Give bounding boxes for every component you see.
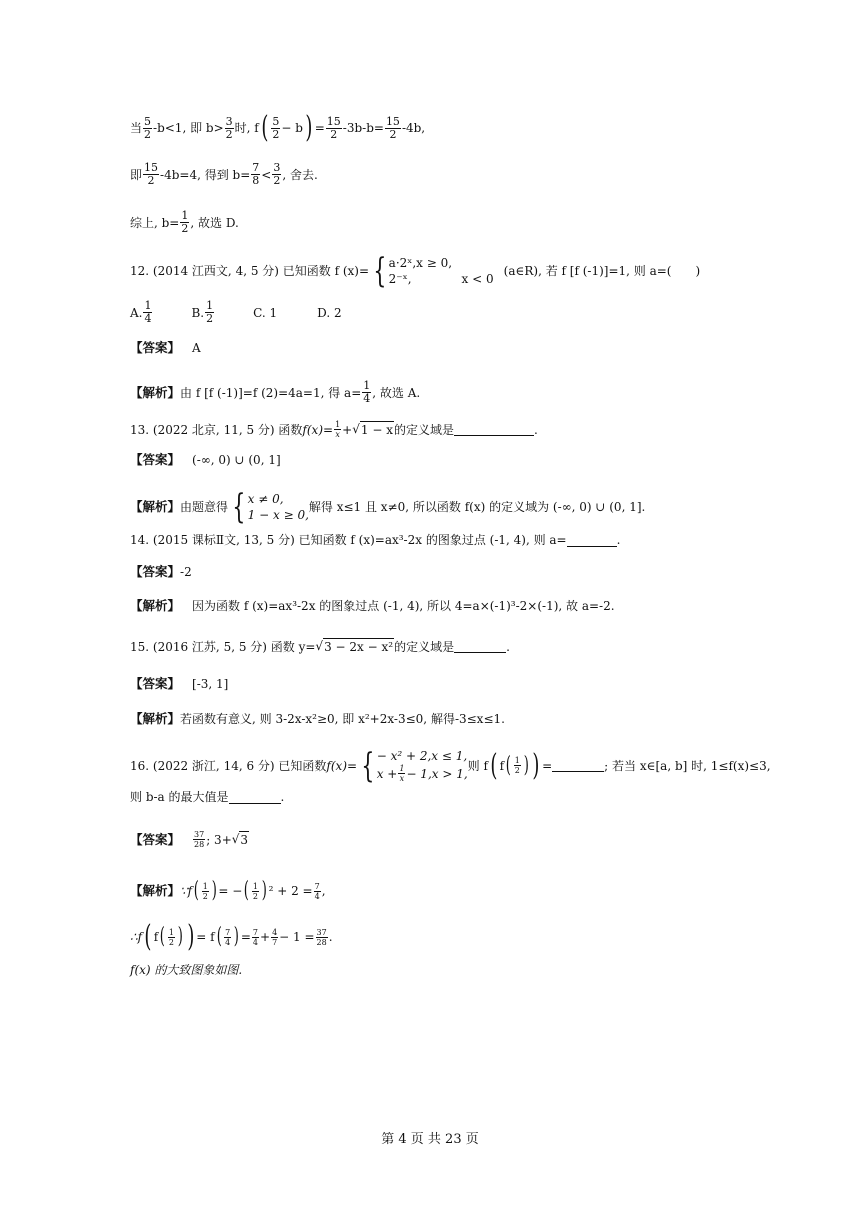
fraction: [193, 830, 205, 849]
text: -3b-b=: [342, 121, 384, 135]
question-14-answer: [130, 564, 192, 580]
question-16-answer: [130, 830, 249, 849]
answer-label: 【答案】: [130, 452, 181, 467]
question-13-analysis: [130, 487, 646, 527]
question-text: 16. (2022 浙江, 14, 6 分) 已知函数: [130, 758, 327, 773]
text: +: [342, 422, 353, 437]
analysis-text: 因为函数 f (x)=ax³-2x 的图象过点 (-1, 4), 所以 4=a×(-1)³-2×(-1), 故 a=-2.: [192, 599, 615, 613]
radicand: 1 − x: [360, 423, 393, 437]
radicand: 3 − 2x − x²: [324, 640, 394, 654]
denominator: 2: [330, 127, 338, 141]
answer-value: ; 3+: [206, 832, 232, 847]
denominator: 2: [273, 174, 281, 187]
case-2-cond: − 1,x > 1,: [406, 766, 468, 781]
fraction: [385, 116, 401, 141]
fraction: [514, 756, 521, 775]
fraction: [316, 928, 328, 947]
answer-value: A: [192, 341, 201, 355]
case-1: x ≠ 0,: [247, 492, 284, 506]
option-b-label: B.: [191, 305, 205, 320]
denominator: 2: [389, 127, 397, 141]
question-text: 12. (2014 江西文, 4, 5 分) 已知函数 f (x)=: [130, 264, 370, 278]
text: -b<1, 即 b>: [153, 121, 224, 135]
text: = −: [218, 884, 243, 898]
numerator: 3: [273, 161, 281, 174]
question-text: 13. (2022 北京, 11, 5 分) 函数: [130, 422, 303, 437]
fraction: [252, 928, 259, 947]
denominator: 28: [194, 840, 205, 849]
question-16: [130, 745, 771, 786]
denominator: x: [335, 430, 340, 439]
question-12-answer: [130, 340, 201, 356]
answer-blank[interactable]: [454, 640, 506, 653]
answer-label: 【答案】: [130, 564, 181, 579]
case-2-cond: x < 0: [461, 272, 494, 286]
fraction: [334, 420, 341, 439]
text: ∵f: [180, 884, 193, 898]
piecewise-function: { a·2ˣ,x ≥ 0, 2⁻ˣ, x < 0: [373, 251, 494, 291]
fraction: [224, 928, 231, 947]
case-1: − x² + 2,x ≤ 1,: [376, 749, 468, 763]
question-12-analysis: [130, 380, 420, 405]
denominator: 8: [252, 174, 260, 187]
numerator: 5: [272, 114, 280, 128]
square-root: √ 3 − 2x − x²: [315, 639, 394, 654]
text: 则 f: [467, 758, 488, 773]
question-14-analysis: [130, 598, 615, 614]
function-name: f(x)=: [326, 758, 358, 773]
denominator: 2: [225, 127, 233, 141]
answer-label: 【答案】: [130, 676, 181, 691]
case-2: 1 − x ≥ 0,: [247, 508, 309, 522]
numerator: 7: [252, 927, 258, 937]
question-16-analysis-2: ∴f ( f ( $\frac{1}{2}$ ) ) = f ( $\frac{7}{4}$ ) = $\frac{7}{4}$ + $\frac{4}{7}$ − 1 = $\frac{37}{28}$ .: [130, 919, 333, 954]
denominator: 4: [252, 937, 258, 947]
numerator: 5: [144, 114, 152, 128]
question-text: ; 若当 x∈[a, b] 时, 1≤f(x)≤3,: [604, 758, 771, 773]
numerator: 15: [385, 114, 400, 128]
question-16-analysis-1: 【解析】 ∵f ( $\frac{1}{2}$ ) = − ( $\frac{1}{2}$ ) ² + 2 = $\frac{7}{4}$ ,: [130, 878, 326, 903]
question-text: 则 b-a 的最大值是: [130, 790, 229, 804]
piecewise-function: { − x² + 2,x ≤ 1, x + $\frac{1}{x}$ − 1,x > 1,: [361, 745, 468, 786]
text: +: [260, 930, 271, 944]
text: -4b,: [401, 121, 426, 135]
fraction: [272, 162, 281, 187]
fraction: [314, 882, 321, 901]
question-16-line-2: 则 b-a 的最大值是 .: [130, 790, 285, 804]
answer-value: (-∞, 0) ∪ (0, 1]: [192, 453, 281, 467]
numerator: 1: [399, 764, 405, 773]
text: − 1 =: [279, 930, 315, 944]
fraction: [326, 116, 342, 141]
question-text: 的定义域是: [394, 639, 455, 654]
question-13-answer: [130, 452, 281, 468]
text: .: [328, 930, 333, 944]
numerator: 1: [252, 881, 258, 891]
fraction: [168, 928, 175, 947]
numerator: 7: [314, 881, 320, 891]
option-d: D. 2: [317, 305, 342, 320]
analysis-label: 【解析】: [130, 499, 181, 514]
function-name: f(x)=: [302, 422, 334, 437]
analysis-label: 【解析】: [130, 883, 181, 898]
denominator: 4: [314, 891, 320, 901]
analysis-text: 由 f [f (-1)]=f (2)=4a=1, 得 a=: [180, 385, 362, 400]
denominator: 28: [316, 937, 327, 947]
analysis-label: 【解析】: [130, 384, 181, 400]
option-a-value: [143, 300, 152, 325]
text: =: [542, 758, 553, 773]
text: =: [240, 930, 251, 944]
question-text: 14. (2015 课标Ⅱ文, 13, 5 分) 已知函数 f (x)=ax³-2x 的图象过点 (-1, 4), 则 a=: [130, 533, 567, 547]
fraction: [143, 162, 159, 187]
question-text: 的定义域是: [393, 422, 454, 437]
text: .: [616, 533, 621, 547]
fraction: [271, 928, 278, 947]
solution-line-3: [130, 210, 239, 235]
analysis-text: , 故选 A.: [372, 385, 421, 400]
analysis-text: f(x) 的大致图象如图.: [130, 963, 243, 977]
analysis-text: 解得 x≤1 且 x≠0, 所以函数 f(x) 的定义域为 (-∞, 0) ∪ (0, 1].: [308, 500, 646, 514]
numerator: 1: [206, 299, 214, 312]
answer-blank[interactable]: [567, 534, 617, 547]
answer-blank-2[interactable]: [229, 791, 281, 804]
answer-label: 【答案】: [130, 340, 181, 355]
numerator: 1: [335, 420, 341, 429]
text: 即: [130, 167, 143, 182]
answer-value: -2: [180, 565, 192, 579]
case-2-expr: x +: [376, 766, 398, 781]
denominator: 2: [181, 222, 189, 235]
option-c: C. 1: [253, 305, 278, 320]
inequality-system: { x ≠ 0, 1 − x ≥ 0,: [232, 487, 309, 527]
question-text: (a∈R), 若 f [f (-1)]=1, 则 a=( ): [503, 264, 701, 278]
text: ∴f: [130, 930, 143, 944]
case-1: a·2ˣ,x ≥ 0,: [388, 256, 453, 270]
fraction: [143, 116, 152, 141]
denominator: 2: [147, 174, 155, 187]
question-15: 15. (2016 江苏, 5, 5 分) 函数 y= √ 3 − 2x − x² 的定义域是 .: [130, 639, 510, 654]
text: 综上, b=: [130, 215, 180, 230]
fraction: [362, 380, 371, 405]
numerator: 7: [252, 161, 260, 174]
denominator: x: [399, 774, 405, 783]
text: 时, f: [234, 121, 259, 135]
analysis-label: 【解析】: [130, 598, 181, 613]
question-16-analysis-3: [130, 962, 242, 978]
analysis-label: 【解析】: [130, 711, 181, 726]
analysis-text: 若函数有意义, 则 3-2x-x²≥0, 即 x²+2x-3≤0, 解得-3≤x≤1.: [180, 712, 505, 726]
numerator: 15: [144, 161, 159, 174]
text: , 舍去.: [282, 167, 318, 182]
analysis-text: 由题意得: [180, 500, 229, 514]
answer-label: 【答案】: [130, 831, 181, 847]
fraction: [251, 162, 260, 187]
numerator: 3: [225, 114, 233, 128]
text: 当: [130, 121, 143, 135]
question-14: [130, 532, 620, 548]
numerator: 1: [363, 379, 371, 392]
numerator: 1: [514, 756, 520, 765]
answer-blank[interactable]: [454, 423, 534, 436]
text: =: [314, 121, 325, 135]
radicand: 3: [240, 833, 249, 847]
numerator: 37: [316, 927, 327, 937]
text: <: [261, 167, 272, 182]
square-root: √ 3: [231, 832, 249, 847]
denominator: 2: [514, 766, 520, 775]
fraction: [180, 210, 189, 235]
text: = f: [196, 930, 215, 944]
denominator: 4: [225, 937, 231, 947]
numerator: 37: [194, 830, 205, 839]
fraction: [225, 116, 234, 141]
question-15-analysis: [130, 711, 505, 727]
answer-blank-1[interactable]: [552, 759, 604, 772]
denominator: 2: [168, 937, 174, 947]
text: − b: [281, 121, 303, 135]
option-a-label: A.: [130, 305, 143, 320]
numerator: 1: [144, 299, 152, 312]
numerator: 4: [272, 927, 278, 937]
option-b-value: [205, 300, 214, 325]
text: -4b=4, 得到 b=: [160, 167, 251, 182]
solution-line-2: [130, 162, 318, 187]
denominator: 2: [144, 127, 152, 141]
numerator: 1: [168, 927, 174, 937]
fraction: [202, 882, 209, 901]
text: ² + 2 =: [268, 884, 313, 898]
question-12-options: [130, 300, 342, 325]
question-12: [130, 251, 701, 291]
denominator: 7: [272, 937, 278, 947]
question-13: 13. (2022 北京, 11, 5 分) 函数 f(x)= $\frac{1}{x}$ + √ 1 − x 的定义域是 .: [130, 420, 538, 439]
numerator: 7: [225, 927, 231, 937]
denominator: 2: [272, 127, 280, 141]
denominator: 2: [252, 891, 258, 901]
denominator: 4: [363, 392, 371, 405]
fraction: [271, 116, 280, 141]
fraction: [398, 764, 405, 783]
question-15-answer: [130, 676, 228, 692]
denominator: 4: [144, 312, 152, 325]
case-2-expr: 2⁻ˣ,: [388, 272, 412, 286]
denominator: 2: [206, 312, 214, 325]
denominator: 2: [202, 891, 208, 901]
text: , 故选 D.: [190, 215, 239, 230]
fraction: [252, 882, 259, 901]
numerator: 1: [181, 209, 189, 222]
answer-value: [-3, 1]: [192, 677, 229, 691]
parenthesis-group: ( f ( $\frac{1}{2}$ ) ): [490, 747, 540, 783]
page-footer: 第 4 页 共 23 页: [381, 1132, 479, 1147]
question-text: 15. (2016 江苏, 5, 5 分) 函数 y=: [130, 639, 316, 654]
square-root: √ 1 − x: [352, 422, 393, 437]
numerator: 15: [326, 114, 341, 128]
text: ,: [321, 884, 326, 898]
parenthesis-group: ( $\frac{5}{2}$ − b ): [261, 110, 313, 145]
numerator: 1: [202, 881, 208, 891]
solution-line-1: [130, 110, 426, 145]
